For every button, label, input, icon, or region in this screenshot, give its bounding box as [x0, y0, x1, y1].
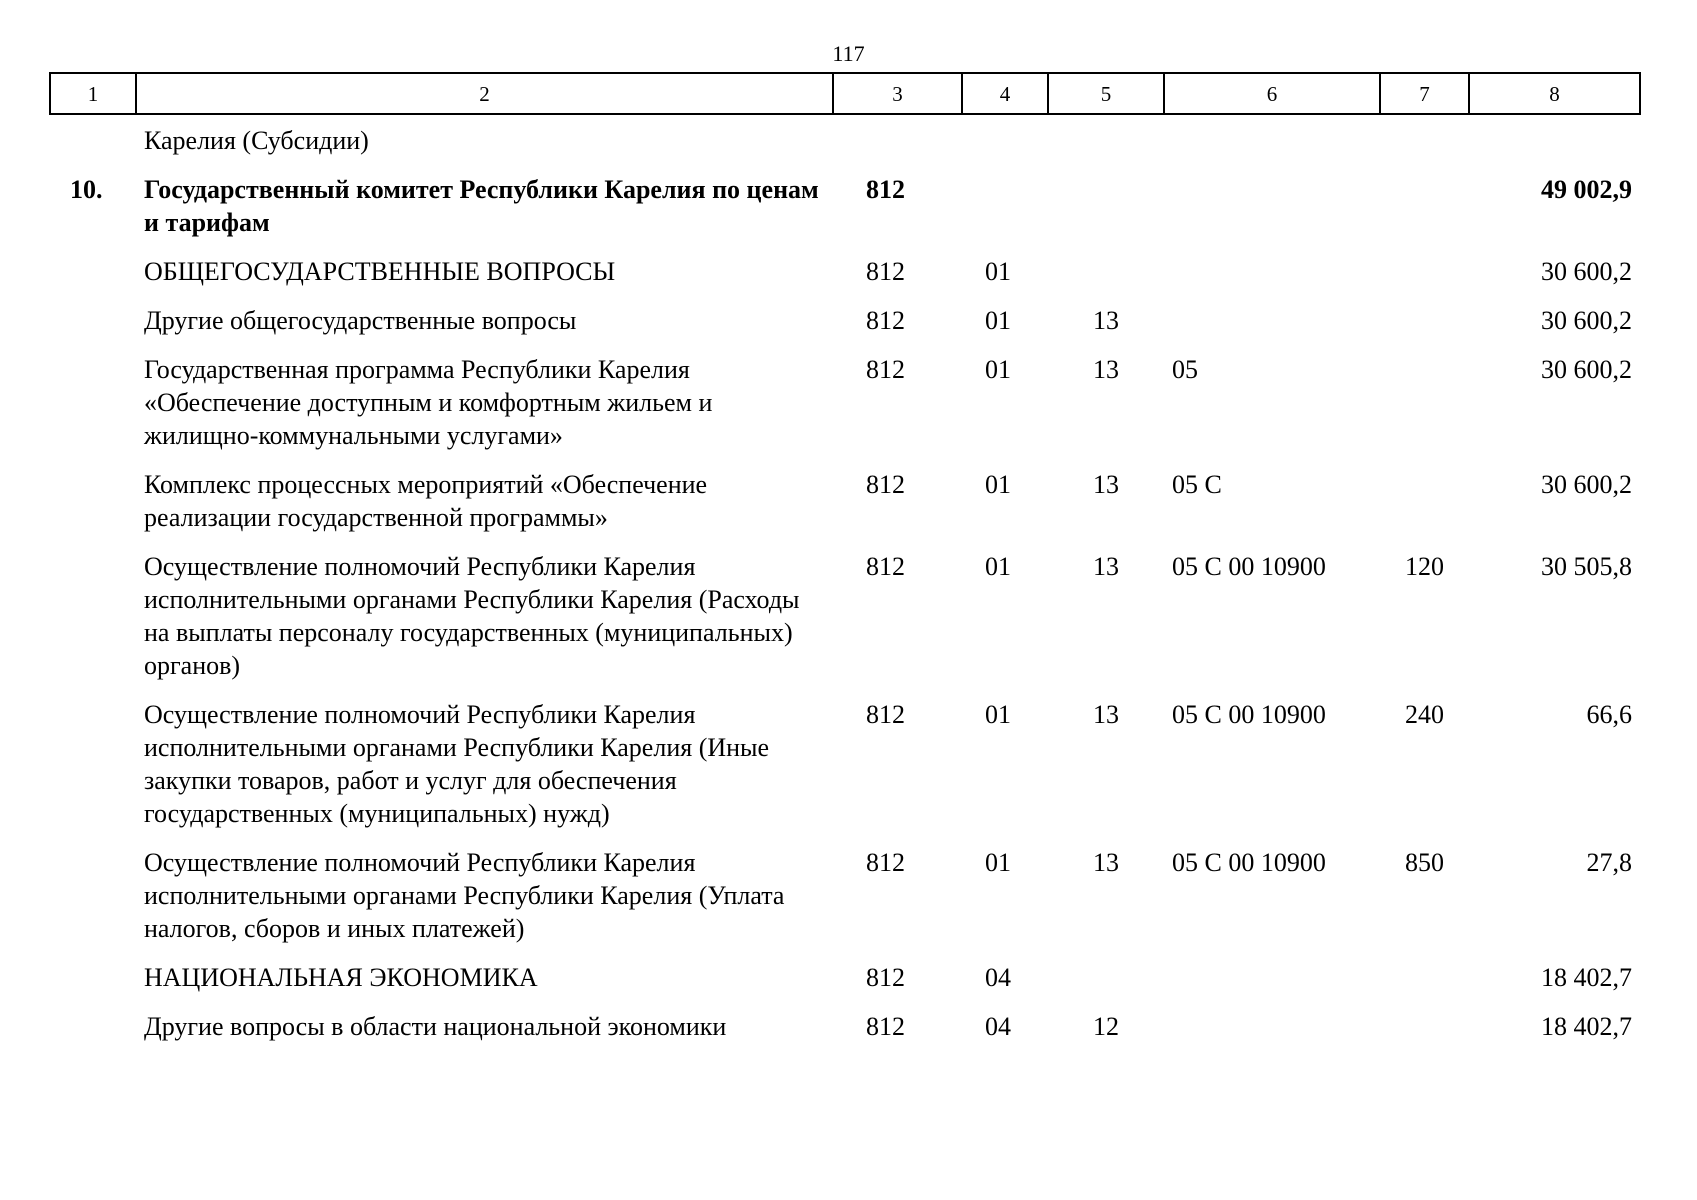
subsection-code: 13 — [1093, 306, 1119, 335]
ministry-code: 812 — [866, 175, 905, 204]
target-article: 05 С — [1172, 470, 1222, 499]
subsection-code: 13 — [1093, 552, 1119, 581]
subsection-code: 13 — [1093, 470, 1119, 499]
section-code: 04 — [985, 963, 1011, 992]
target-article — [1164, 1002, 1380, 1051]
row-number — [50, 953, 136, 1002]
table-header — [50, 73, 1640, 114]
amount: 30 505,8 — [1541, 552, 1632, 581]
table-row — [50, 1002, 1640, 1051]
budget-table — [49, 72, 1641, 1051]
expense-type: 240 — [1405, 700, 1444, 729]
target-article — [1164, 165, 1380, 247]
header-col-3: 3 — [833, 73, 962, 114]
target-article — [1164, 247, 1380, 296]
ministry-code — [833, 114, 962, 165]
section-code: 04 — [985, 1012, 1011, 1041]
row-number — [50, 114, 136, 165]
page-number: 117 — [832, 41, 865, 66]
amount: 30 600,2 — [1541, 355, 1632, 384]
expense-type — [1380, 165, 1469, 247]
row-name: Карелия (Субсидии) — [144, 126, 369, 155]
row-number — [50, 247, 136, 296]
table-body — [50, 114, 1640, 1051]
section-code: 01 — [985, 355, 1011, 384]
section-code: 01 — [985, 257, 1011, 286]
table-row — [50, 296, 1640, 345]
header-row — [50, 73, 1640, 114]
ministry-code: 812 — [866, 963, 905, 992]
section-code: 01 — [985, 552, 1011, 581]
subsection-code: 13 — [1093, 848, 1119, 877]
expense-type — [1380, 345, 1469, 460]
table-row — [50, 838, 1640, 953]
table-row — [50, 114, 1640, 165]
table-row — [50, 460, 1640, 542]
section-code — [962, 114, 1048, 165]
expense-type — [1380, 114, 1469, 165]
expense-type: 850 — [1405, 848, 1444, 877]
ministry-code: 812 — [866, 848, 905, 877]
row-number — [50, 690, 136, 838]
header-col-1: 1 — [50, 73, 136, 114]
ministry-code: 812 — [866, 470, 905, 499]
table-row — [50, 690, 1640, 838]
target-article: 05 С 00 10900 — [1172, 552, 1326, 581]
header-col-4: 4 — [962, 73, 1048, 114]
subsection-code — [1048, 953, 1164, 1002]
table-row — [50, 953, 1640, 1002]
target-article: 05 С 00 10900 — [1172, 700, 1326, 729]
target-article — [1164, 114, 1380, 165]
target-article — [1164, 953, 1380, 1002]
subsection-code — [1048, 165, 1164, 247]
header-col-2: 2 — [136, 73, 833, 114]
row-name: Государственная программа Республики Карелия «Обеспечение доступным и комфортным жильем и жилищно-коммунальными услугами» — [144, 355, 713, 450]
section-code: 01 — [985, 470, 1011, 499]
header-col-8: 8 — [1469, 73, 1640, 114]
amount: 30 600,2 — [1541, 257, 1632, 286]
row-number — [50, 1002, 136, 1051]
ministry-code: 812 — [866, 700, 905, 729]
section-code: 01 — [985, 848, 1011, 877]
ministry-code: 812 — [866, 552, 905, 581]
amount: 18 402,7 — [1541, 1012, 1632, 1041]
table-row — [50, 165, 1640, 247]
expense-type — [1380, 247, 1469, 296]
header-col-7: 7 — [1380, 73, 1469, 114]
header-col-5: 5 — [1048, 73, 1164, 114]
amount: 27,8 — [1586, 848, 1632, 877]
row-number — [50, 460, 136, 542]
row-number: 10. — [70, 175, 103, 204]
target-article: 05 С 00 10900 — [1172, 848, 1326, 877]
section-code: 01 — [985, 306, 1011, 335]
expense-type — [1380, 1002, 1469, 1051]
subsection-code — [1048, 247, 1164, 296]
expense-type — [1380, 460, 1469, 542]
row-name: Осуществление полномочий Республики Карелия исполнительными органами Республики Карелия (Иные закупки товаров, работ и услуг для обеспечения государственных (муниципальных) нужд) — [144, 700, 770, 828]
subsection-code: 13 — [1093, 355, 1119, 384]
ministry-code: 812 — [866, 306, 905, 335]
amount: 30 600,2 — [1541, 306, 1632, 335]
amount: 66,6 — [1586, 700, 1632, 729]
row-number — [50, 345, 136, 460]
amount — [1469, 114, 1640, 165]
row-name: Государственный комитет Республики Карелия по ценам и тарифам — [144, 175, 819, 237]
header-col-6: 6 — [1164, 73, 1380, 114]
row-name: Осуществление полномочий Республики Карелия исполнительными органами Республики Карелия (Уплата налогов, сборов и иных платежей) — [144, 848, 785, 943]
row-name: Другие общегосударственные вопросы — [144, 306, 577, 335]
row-name: Осуществление полномочий Республики Карелия исполнительными органами Республики Карелия (Расходы на выплаты персоналу государственных (муниципальных) органов) — [144, 552, 800, 680]
subsection-code: 12 — [1093, 1012, 1119, 1041]
amount: 49 002,9 — [1541, 175, 1632, 204]
table-row — [50, 542, 1640, 690]
target-article — [1164, 296, 1380, 345]
ministry-code: 812 — [866, 257, 905, 286]
row-number — [50, 838, 136, 953]
section-code — [962, 165, 1048, 247]
row-name: НАЦИОНАЛЬНАЯ ЭКОНОМИКА — [144, 963, 538, 992]
target-article: 05 — [1172, 355, 1198, 384]
expense-type: 120 — [1405, 552, 1444, 581]
table-row — [50, 345, 1640, 460]
amount: 18 402,7 — [1541, 963, 1632, 992]
expense-type — [1380, 953, 1469, 1002]
row-name: Другие вопросы в области национальной экономики — [144, 1012, 727, 1041]
amount: 30 600,2 — [1541, 470, 1632, 499]
ministry-code: 812 — [866, 355, 905, 384]
subsection-code — [1048, 114, 1164, 165]
section-code: 01 — [985, 700, 1011, 729]
subsection-code: 13 — [1093, 700, 1119, 729]
row-name: Комплекс процессных мероприятий «Обеспечение реализации государственной программы» — [144, 470, 708, 532]
row-name: ОБЩЕГОСУДАРСТВЕННЫЕ ВОПРОСЫ — [144, 257, 616, 286]
ministry-code: 812 — [866, 1012, 905, 1041]
row-number — [50, 296, 136, 345]
row-number — [50, 542, 136, 690]
table-row — [50, 247, 1640, 296]
expense-type — [1380, 296, 1469, 345]
